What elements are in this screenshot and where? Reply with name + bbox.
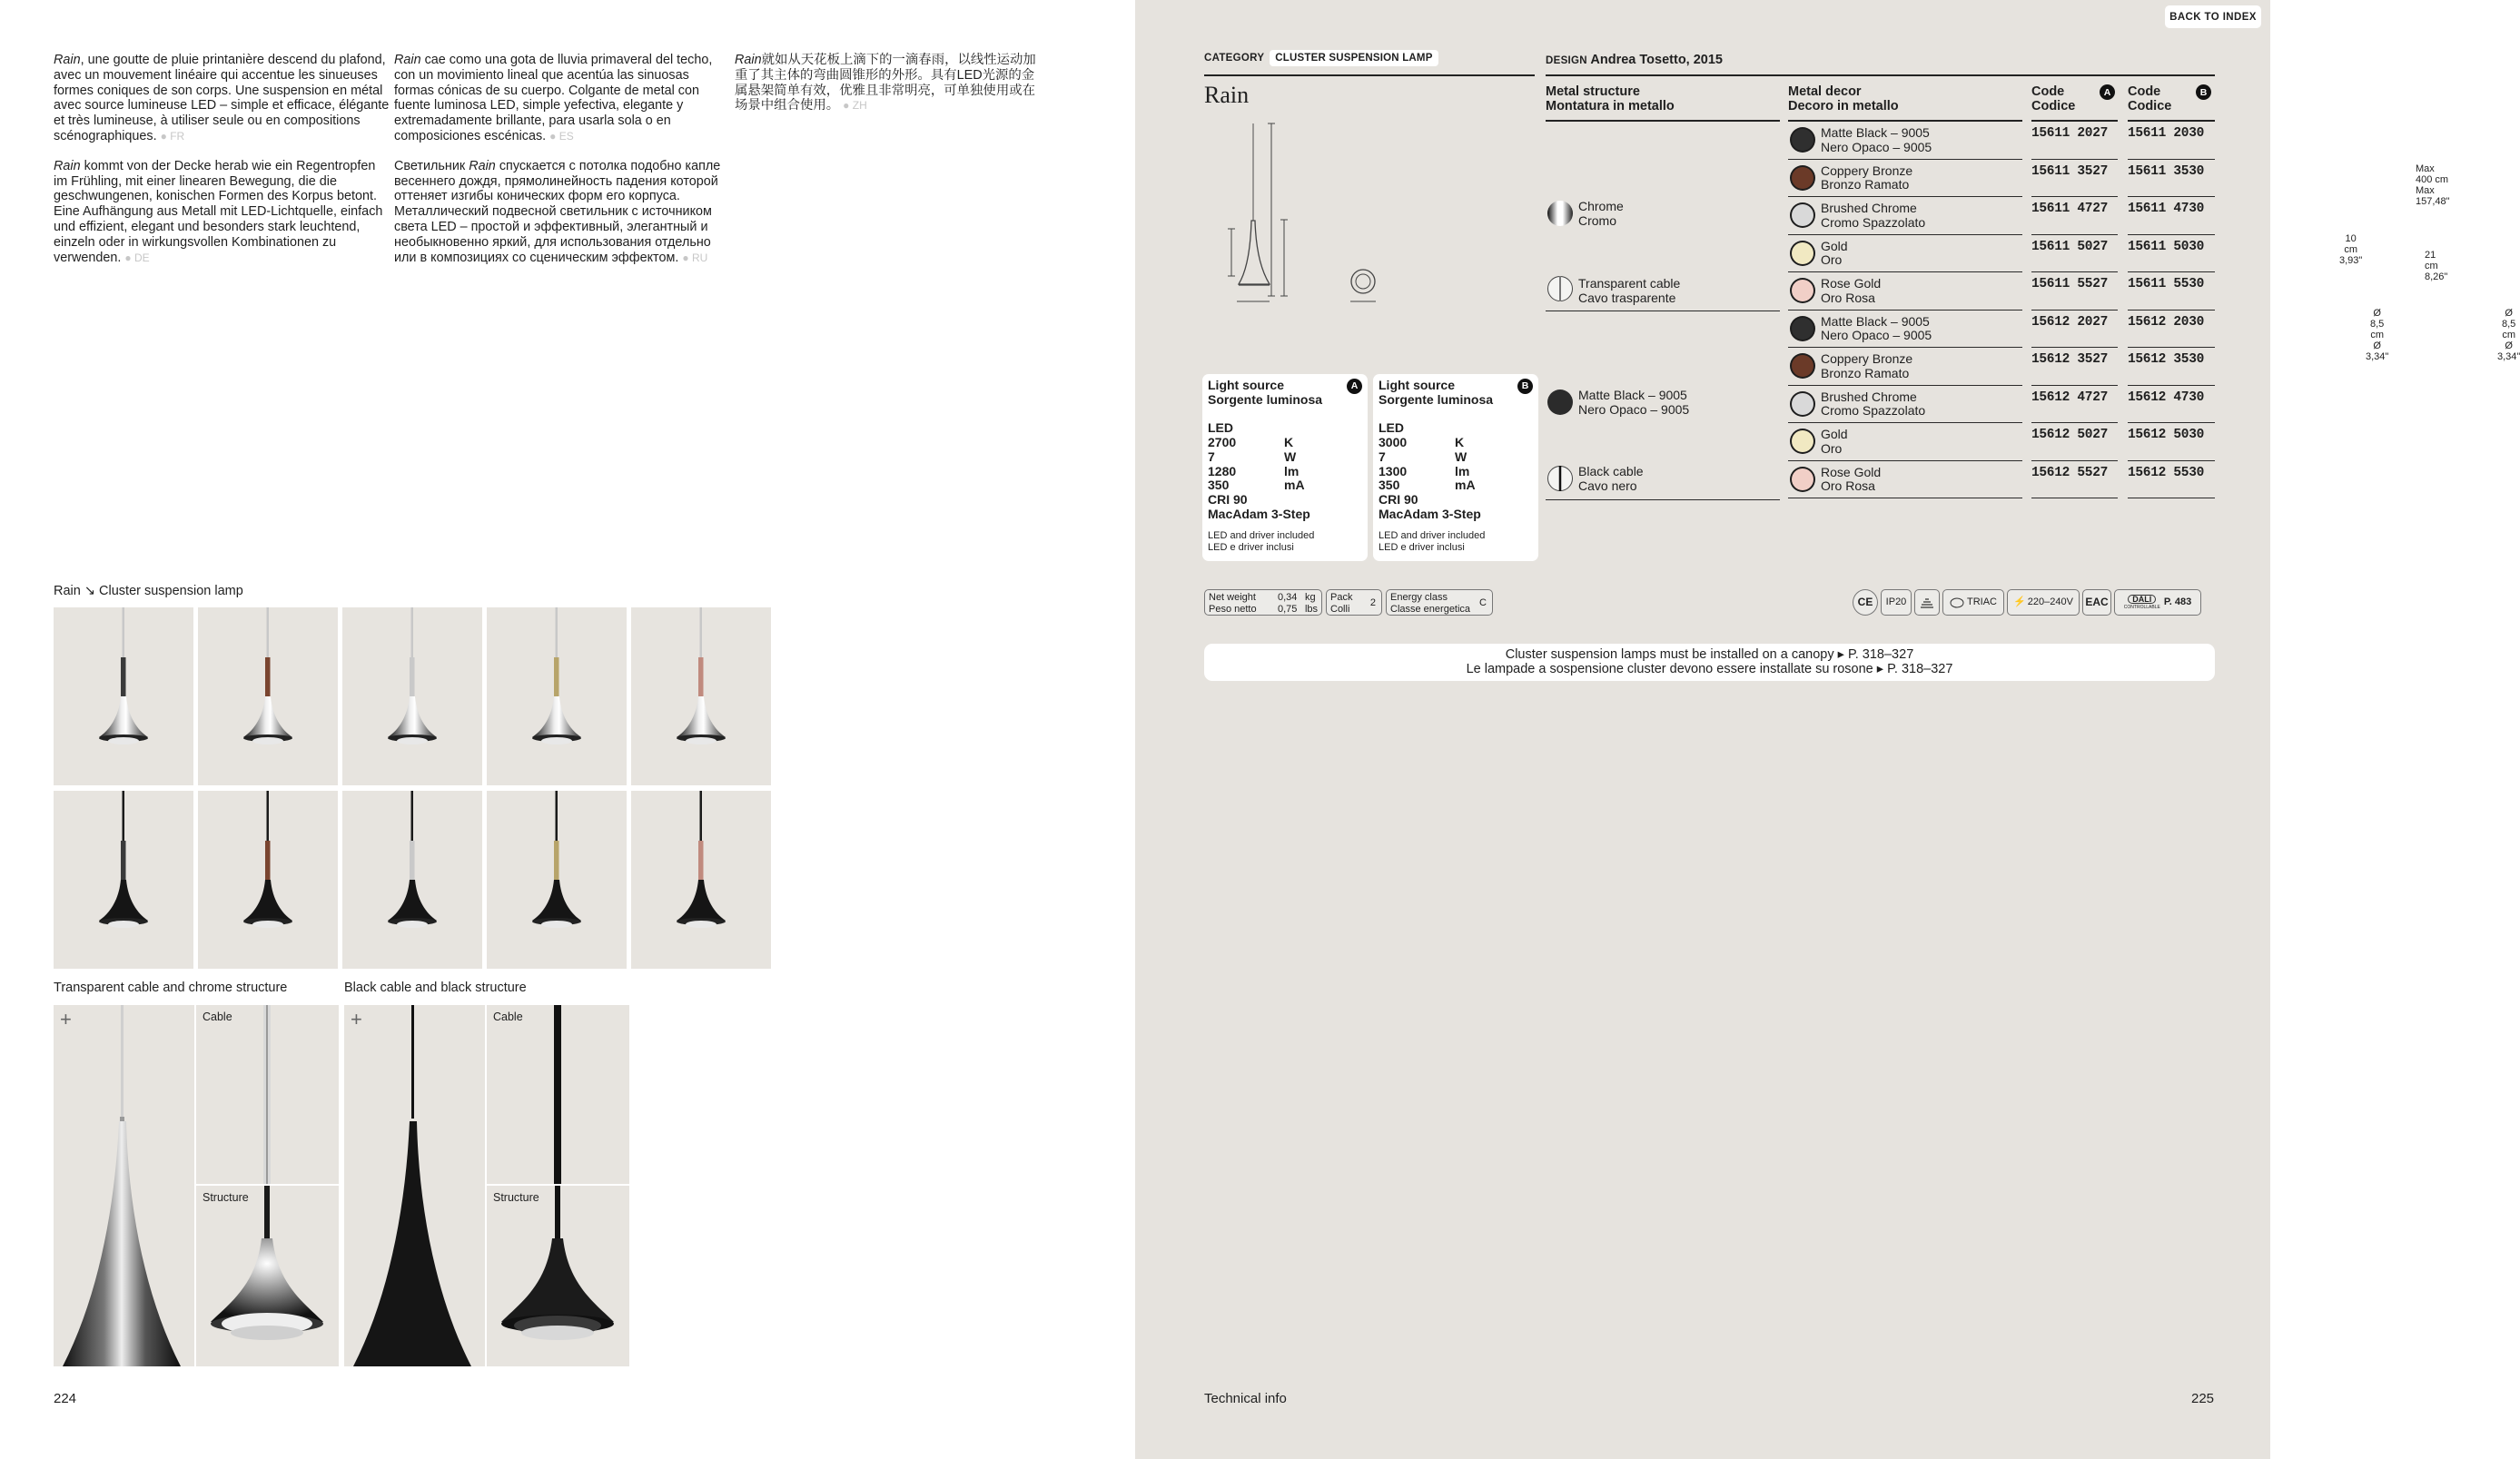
lamp-thumbnail-image xyxy=(198,791,338,969)
ce-mark-icon: CE xyxy=(1853,589,1878,616)
zoom-cable-black xyxy=(487,1005,629,1184)
caption-transparent-chrome: Transparent cable and chrome structure xyxy=(54,981,288,995)
code-a-cell: 15611 5027 xyxy=(2031,235,2118,273)
decor-row xyxy=(1788,386,2022,424)
dim-max-length: Max 400 cm Max 157,48" xyxy=(2416,163,2450,207)
dim-width: 10 cm 3,93" xyxy=(2339,233,2363,266)
lamp-thumbnail-image xyxy=(54,791,193,969)
black-cable-icon xyxy=(1547,465,1574,492)
code-b-cell: 15612 5530 xyxy=(2128,461,2215,499)
code-b-cell: 15611 5030 xyxy=(2128,235,2215,273)
decor-label: Brushed Chrome Cromo Spazzolato xyxy=(1821,389,1926,418)
decor-label: Matte Black – 9005 Nero Opaco – 9005 xyxy=(1821,125,1932,154)
back-to-index-button[interactable]: BACK TO INDEX xyxy=(2165,5,2261,28)
badge-b: B xyxy=(2196,84,2211,100)
description-column-2 xyxy=(394,53,730,280)
decor-row xyxy=(1788,423,2022,461)
code-b-cell: 15612 4730 xyxy=(2128,386,2215,424)
code-a-cell: 15612 4727 xyxy=(2031,386,2118,424)
description-de: Rain kommt von der Decke herab wie ein Regentropfen im Frühling, mit einer linearen Bewegung, die die geschwungenen, konischen Formen des Korpus betont. Eine Aufhängung aus Metall mit LED-Lichtquelle, einfach und effizient, elegant und besonders stark leuchtend, einzeln oder in wirkungsvollen Kombinationen zu verwenden. ● DE xyxy=(54,158,383,265)
spec-row: 7 W xyxy=(1379,449,1468,464)
header-code-b: Code Codice B xyxy=(2128,84,2214,113)
divider xyxy=(1204,74,1535,76)
product-thumbnail-grid xyxy=(54,607,775,971)
zoom-label-structure: Structure xyxy=(493,1191,539,1204)
ip20-badge: IP20 xyxy=(1881,589,1912,616)
page-number-left: 224 xyxy=(54,1391,77,1406)
product-thumbnail[interactable] xyxy=(342,791,482,969)
code-b-cell: 15612 2030 xyxy=(2128,311,2215,349)
finish-swatch-icon xyxy=(1789,428,1816,455)
code-a-cell: 15611 5527 xyxy=(2031,272,2118,311)
zoom-label-structure: Structure xyxy=(203,1191,249,1204)
zoom-lamp-black-full xyxy=(344,1005,485,1366)
description-fr: Rain, une goutte de pluie printanière descend du plafond, avec un mouvement linéaire qui accentue les sinueuses formes coniques de son corps. Une suspension en métal avec source lumineuse LED – simple et efficace, élégante et très lumineuse, à utiliser seule ou en compositions scénographiques. ● FR xyxy=(54,53,390,143)
product-title: Rain xyxy=(1204,82,1250,108)
product-thumbnail[interactable] xyxy=(54,791,193,969)
lang-tag-fr: ● FR xyxy=(160,129,185,143)
triac-badge: TRIAC xyxy=(1942,589,2004,616)
code-b-cell: 15612 5030 xyxy=(2128,423,2215,461)
caption-black-black: Black cable and black structure xyxy=(344,981,527,995)
lamp-thumbnail-image xyxy=(631,791,771,969)
structure-row-transparent-cable xyxy=(1546,121,1780,312)
dali-badge[interactable]: DALI CONTROLLABLE P. 483 xyxy=(2114,589,2201,616)
category-label: CATEGORY xyxy=(1204,53,1265,64)
product-thumbnail[interactable] xyxy=(198,791,338,969)
finish-swatch-icon xyxy=(1789,164,1816,192)
zoom-label-cable: Cable xyxy=(493,1010,523,1023)
voltage-badge: ⚡ 220–240V xyxy=(2007,589,2080,616)
badge-a: A xyxy=(1347,379,1362,394)
description-zh: Rain就如从天花板上滴下的一滴春雨，以线性运动加重了其主体的弯曲圆锥形的外形。具有LED光源的金属悬架简单有效，优雅且非常明亮，可单独使用或在场景中组合使用。 ● ZH xyxy=(735,53,1036,113)
dimmer-icon xyxy=(1919,596,1935,609)
decor-row xyxy=(1788,272,2022,311)
lang-tag-ru: ● RU xyxy=(682,251,708,264)
lang-tag-zh: ● ZH xyxy=(843,99,867,113)
spec-row: 350 mA xyxy=(1208,478,1305,493)
zoom-lamp-chrome-full xyxy=(54,1005,194,1366)
decor-row xyxy=(1788,235,2022,273)
code-a-cell: 15611 3527 xyxy=(2031,160,2118,198)
matte-black-swatch-icon xyxy=(1547,389,1574,416)
category-value: CLUSTER SUSPENSION LAMP xyxy=(1270,50,1438,66)
eac-mark-icon: EAC xyxy=(2082,589,2111,616)
dim-height: 21 cm 8,26" xyxy=(2425,250,2448,282)
code-a-cell: 15612 5027 xyxy=(2031,423,2118,461)
light-source-card-a: A Light source Sorgente luminosa LED 2700 K 7 W 1280 lm 350 mA CRI 90 MacAdam 3-Step LED and driver included LED e driver inclusi xyxy=(1202,374,1368,561)
certification-row xyxy=(1853,589,2201,616)
right-page xyxy=(1135,0,2520,1459)
spec-row: 1300 lm xyxy=(1379,463,1470,478)
finish-swatch-icon xyxy=(1789,202,1816,229)
code-b-cell: 15611 4730 xyxy=(2128,197,2215,235)
badge-b: B xyxy=(1517,379,1533,394)
decor-label: Brushed Chrome Cromo Spazzolato xyxy=(1821,201,1926,230)
description-es: Rain cae como una gota de lluvia primaveral del techo, con un movimiento lineal que acentúa las sinuosas formas cónicas de su cuerpo. Colgante de metal con fuente luminosa LED, simple yefectiva, elegante y extremadamente brillante, para usarla sola o en composiciones escénicas. ● ES xyxy=(394,53,713,143)
lamp-thumbnail-image xyxy=(198,607,338,785)
decor-label: Rose Gold Oro Rosa xyxy=(1821,464,1882,493)
decor-label: Coppery Bronze Bronzo Ramato xyxy=(1821,163,1913,192)
badge-a: A xyxy=(2100,84,2115,100)
footer-label: Technical info xyxy=(1204,1391,1287,1406)
structure-row-matte-black xyxy=(1546,311,1780,500)
product-thumbnail[interactable] xyxy=(631,791,771,969)
description-ru: Светильник Rain спускается с потолка подобно капле весеннего дождя, прямолинейность падения которой оттеняет изгибы конических форм его корпуса. Металлический подвесной светильник с источником света LED – простой и эффективный, элегантный и необыкновенно яркий, для использования отдельно или в композициях со сценическим эффектом. ● RU xyxy=(394,158,721,265)
product-thumbnail[interactable] xyxy=(487,607,627,785)
decor-row xyxy=(1788,311,2022,349)
structure-black-image xyxy=(487,1186,629,1366)
grid-caption: Rain ↘ Cluster suspension lamp xyxy=(54,584,243,598)
dimmable-icon xyxy=(1914,589,1940,616)
triac-icon xyxy=(1950,597,1964,608)
cable-black-image xyxy=(487,1005,629,1184)
lamp-thumbnail-image xyxy=(342,607,482,785)
energy-box: Energy class Classe energetica C xyxy=(1386,589,1493,616)
dim-diameter-top: Ø 8,5 cm Ø 3,34" xyxy=(2497,308,2520,362)
spec-row: 7 W xyxy=(1208,449,1297,464)
product-thumbnail[interactable] xyxy=(198,607,338,785)
header-code-a: Code Codice A xyxy=(2031,84,2118,113)
product-thumbnail[interactable] xyxy=(487,791,627,969)
decor-row xyxy=(1788,461,2022,499)
divider xyxy=(1546,74,2215,76)
structure-label: Matte Black – 9005 Nero Opaco – 9005 xyxy=(1578,388,1690,417)
spec-row: 350 mA xyxy=(1379,478,1476,493)
lamp-black-large-image xyxy=(344,1005,485,1366)
decor-row xyxy=(1788,197,2022,235)
spec-row: 1280 lm xyxy=(1208,463,1300,478)
code-a-cell: 15612 2027 xyxy=(2031,311,2118,349)
code-b-cell: 15611 2030 xyxy=(2128,122,2215,160)
lang-tag-es: ● ES xyxy=(549,129,574,143)
code-b-cell: 15611 5530 xyxy=(2128,272,2215,311)
structure-label: Black cable Cavo nero xyxy=(1578,464,1644,493)
structure-label: Chrome Cromo xyxy=(1578,199,1624,228)
pack-box: Pack Colli 2 xyxy=(1326,589,1382,616)
code-a-cell: 15611 4727 xyxy=(2031,197,2118,235)
lamp-chrome-large-image xyxy=(54,1005,194,1366)
decor-row xyxy=(1788,348,2022,386)
structure-label: Transparent cable Cavo trasparente xyxy=(1578,276,1681,305)
code-a-cell: 15611 2027 xyxy=(2031,122,2118,160)
lamp-thumbnail-image xyxy=(54,607,193,785)
finish-swatch-icon xyxy=(1789,315,1816,342)
lamp-thumbnail-image xyxy=(487,791,627,969)
left-page xyxy=(0,0,1135,1459)
zoom-structure-chrome xyxy=(196,1186,339,1366)
finish-swatch-icon xyxy=(1789,277,1816,304)
spec-row: 3000 K xyxy=(1379,435,1465,450)
finish-swatch-icon xyxy=(1789,126,1816,153)
page-number-right: 225 xyxy=(2191,1391,2215,1406)
code-a-cell: 15612 3527 xyxy=(2031,348,2118,386)
zoom-plus-icon[interactable]: + xyxy=(351,1008,362,1030)
zoom-cable-transparent xyxy=(196,1005,339,1184)
weight-box: Net weight 0,34 kg Peso netto 0,75 lbs xyxy=(1204,589,1322,616)
finish-swatch-icon xyxy=(1789,240,1816,267)
decor-label: Matte Black – 9005 Nero Opaco – 9005 xyxy=(1821,313,1932,342)
design-row xyxy=(1546,53,1723,67)
design-value: Andrea Tosetto, 2015 xyxy=(1590,53,1723,67)
product-thumbnail[interactable] xyxy=(54,607,193,785)
spec-row: 2700 K xyxy=(1208,435,1294,450)
zoom-label-cable: Cable xyxy=(203,1010,232,1023)
zoom-plus-icon[interactable]: + xyxy=(60,1008,72,1030)
lamp-thumbnail-image xyxy=(631,607,771,785)
code-a-cell: 15612 5527 xyxy=(2031,461,2118,499)
light-source-card-b: B Light source Sorgente luminosa LED 3000 K 7 W 1300 lm 350 mA CRI 90 MacAdam 3-Step LED and driver included LED e driver inclusi xyxy=(1373,374,1538,561)
finish-swatch-icon xyxy=(1789,466,1816,493)
finish-swatch-icon xyxy=(1789,390,1816,418)
structure-chrome-image xyxy=(196,1186,339,1366)
cable-transparent-image xyxy=(196,1005,339,1184)
decor-label: Coppery Bronze Bronzo Ramato xyxy=(1821,351,1913,380)
category-row xyxy=(1204,50,1438,66)
product-thumbnail[interactable] xyxy=(342,607,482,785)
zoom-structure-black xyxy=(487,1186,629,1366)
description-column-3 xyxy=(735,53,1039,128)
lamp-thumbnail-image xyxy=(487,607,627,785)
code-b-cell: 15612 3530 xyxy=(2128,348,2215,386)
header-metal-decor: Metal decor Decoro in metallo xyxy=(1788,84,1899,113)
plug-icon: ⚡ xyxy=(2013,596,2026,608)
dimension-drawing xyxy=(1204,116,1431,334)
header-metal-structure: Metal structure Montatura in metallo xyxy=(1546,84,1675,113)
decor-row xyxy=(1788,122,2022,160)
dali-logo-icon: DALI xyxy=(2128,595,2156,604)
product-thumbnail[interactable] xyxy=(631,607,771,785)
code-b-cell: 15611 3530 xyxy=(2128,160,2215,198)
design-label: DESIGN xyxy=(1546,55,1587,66)
dim-diameter-side: Ø 8,5 cm Ø 3,34" xyxy=(2366,308,2389,362)
decor-label: Rose Gold Oro Rosa xyxy=(1821,276,1882,305)
decor-row xyxy=(1788,160,2022,198)
finish-swatch-icon xyxy=(1789,352,1816,380)
transparent-cable-icon xyxy=(1547,275,1574,302)
decor-label: Gold Oro xyxy=(1821,238,1848,267)
decor-label: Gold Oro xyxy=(1821,427,1848,456)
lang-tag-de: ● DE xyxy=(124,251,150,264)
lamp-thumbnail-image xyxy=(342,791,482,969)
canopy-notice: Cluster suspension lamps must be installed on a canopy ▸ P. 318–327 Le lampade a sospensione cluster devono essere installate su rosone ▸ P. 318–327 xyxy=(1204,644,2215,681)
description-column-1 xyxy=(54,53,390,280)
